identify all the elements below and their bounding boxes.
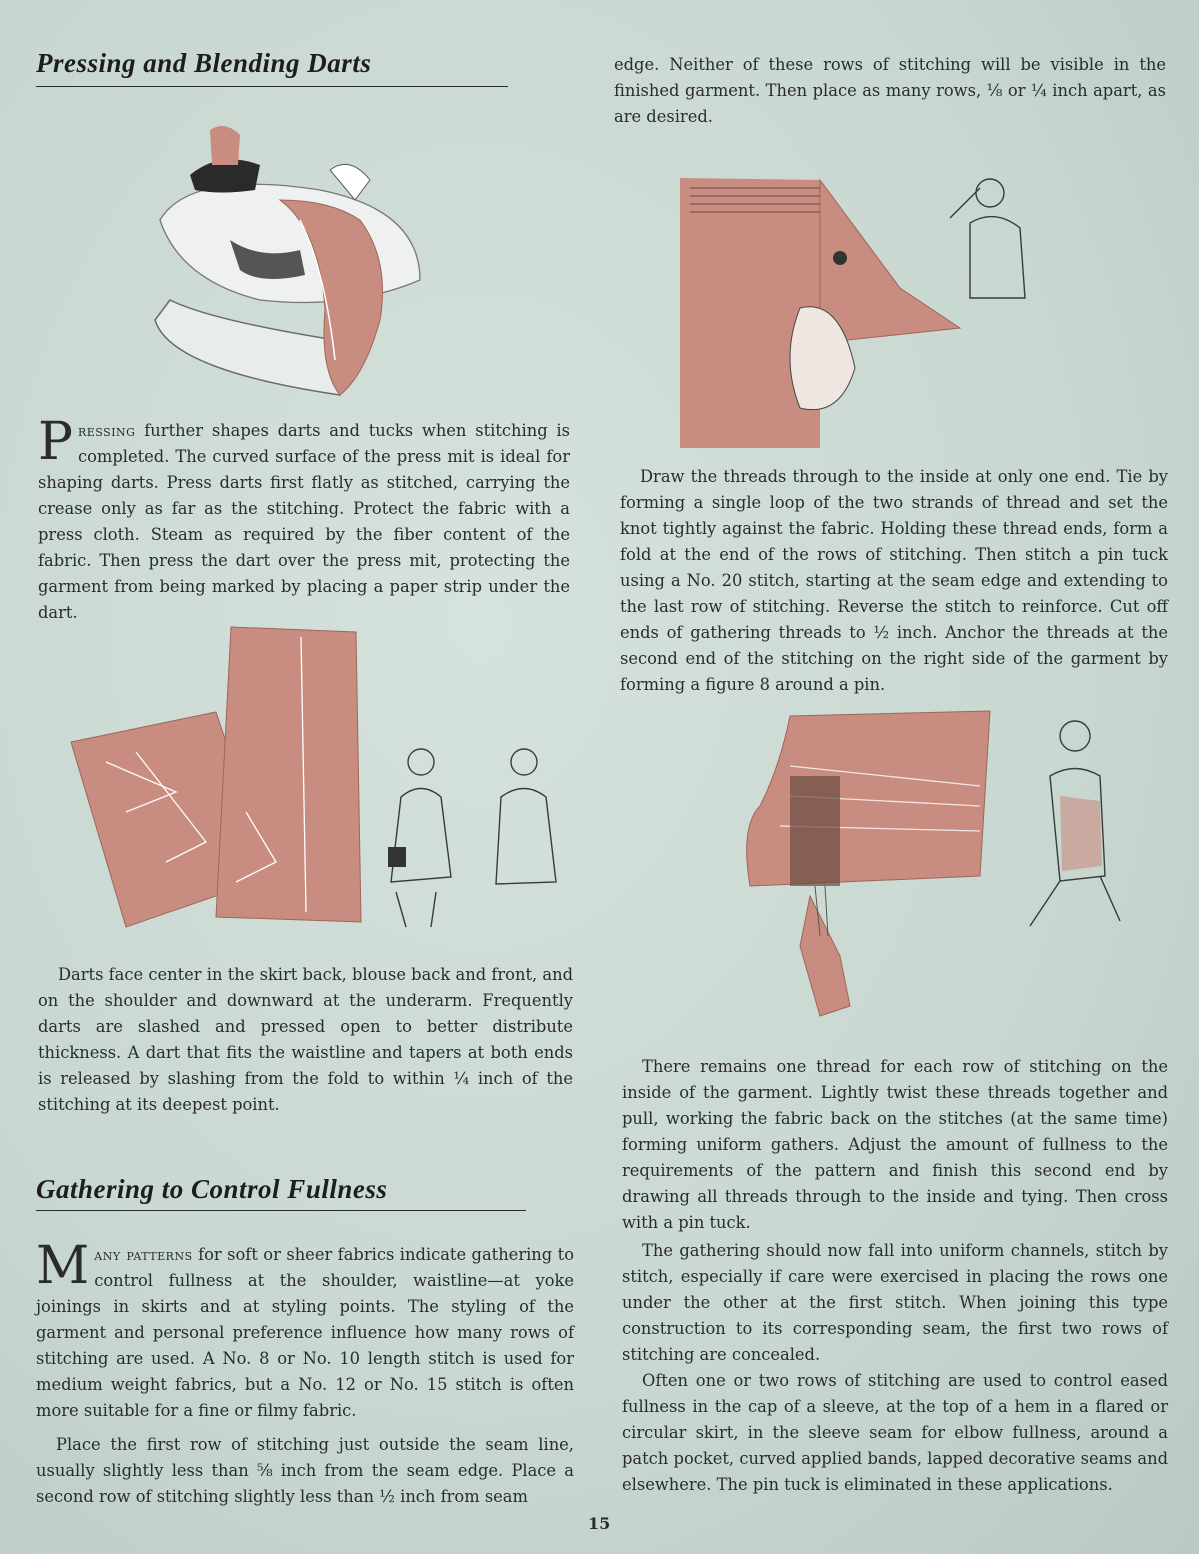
illustration-rows-of-stitching <box>680 168 1120 458</box>
illustration-uniform-gathers <box>730 706 1170 1046</box>
paragraph-text: further shapes darts and tucks when stitching is completed. The curved surface of the press mit is ideal for shaping darts. Press darts first flatly as stitched, carrying the crease only as far as the stitching. Protect the fabric with a press cloth. Steam as required by the fiber content of the fabric. Then press the dart over the press mit, protecting the garment from being marked by placing a paper strip under the dart. <box>38 421 570 622</box>
illustration-press-mit-iron <box>150 110 470 400</box>
paragraph-many-patterns <box>36 1236 575 1424</box>
drop-cap: P <box>38 412 73 472</box>
paragraph-pressing <box>38 412 570 626</box>
paragraph-uniform-channels: The gathering should now fall into uniform channels, stitch by stitch, especially if care were exercised in placing the rows one under the other at the first stitch. When joining this type construction to its corresponding seam, the first two rows of stitching are concealed. <box>622 1241 1168 1364</box>
paragraph-draw-threads: Draw the threads through to the inside at only one end. Tie by forming a single loop of the two strands of thread and set the knot tightly against the fabric. Holding these thread ends, form a fold at the end of the rows of stitching. Then stitch a pin tuck using a No. 20 stitch, starting at the seam edge and extending to the last row of stitching. Reverse the stitch to reinforce. Cut off ends of gathering threads to ½ inch. Anchor the threads at the second end of the stitching on the right side of the garment by forming a figure 8 around a pin. <box>620 467 1168 694</box>
illustration-dart-patterns <box>66 622 586 942</box>
page-number: 15 <box>588 1514 611 1533</box>
paragraph-eased-fullness: Often one or two rows of stitching are used to control eased fullness in the cap of a sleeve, at the top of a hem in a flared or circular skirt, in the sleeve seam for elbow fullness, around a patch pocket, curved applied bands, lapped decorative seams and elsewhere. The pin tuck is eliminated in these applications. <box>622 1371 1168 1494</box>
paragraph-darts-face: Darts face center in the skirt back, blouse back and front, and on the shoulder and downward at the underarm. Frequently darts are slashed and pressed open to better distribute thickness. A dart that fits the waistline and tapers at both ends is released by slashing from the fold to within ¼ inch of the stitching at its deepest point. <box>38 965 573 1114</box>
paragraph-one-thread: There remains one thread for each row of stitching on the inside of the garment. Lightly twist these threads together and pull, working the fabric back on the stitches (at the same time) forming uniform gathers. Adjust the amount of fullness to the requirements of the pattern and finish this second end by drawing all threads through to the inside and tying. Then cross with a pin tuck. <box>622 1057 1168 1232</box>
paragraph-edge-cont: edge. Neither of these rows of stitching will be visible in the finished garment. Then place as many rows, ⅛ or ¼ inch apart, as are desired. <box>614 55 1166 126</box>
small-caps-lead: ressing <box>78 421 136 440</box>
heading-rule <box>36 86 508 87</box>
heading-rule <box>36 1210 526 1211</box>
paragraph-text: for soft or sheer fabrics indicate gathering to control fullness at the shoulder, waistline—at yoke joinings in skirts and at styling points. The styling of the garment and personal preference influence how many rows of stitching are used. A No. 8 or No. 10 length stitch is used for medium weight fabrics, but a No. 12 or No. 15 stitch is often more suitable for a fine or filmy fabric. <box>36 1245 575 1420</box>
heading-gathering: Gathering to Control Fullness <box>36 1174 388 1204</box>
heading-pressing-darts: Pressing and Blending Darts <box>36 48 372 78</box>
small-caps-lead: any patterns <box>94 1245 193 1264</box>
paragraph-first-row: Place the first row of stitching just outside the seam line, usually slightly less than ⅝ inch from the seam edge. Place a second row of stitching slightly less than ½ inch from seam <box>36 1435 574 1506</box>
drop-cap: M <box>36 1236 90 1296</box>
